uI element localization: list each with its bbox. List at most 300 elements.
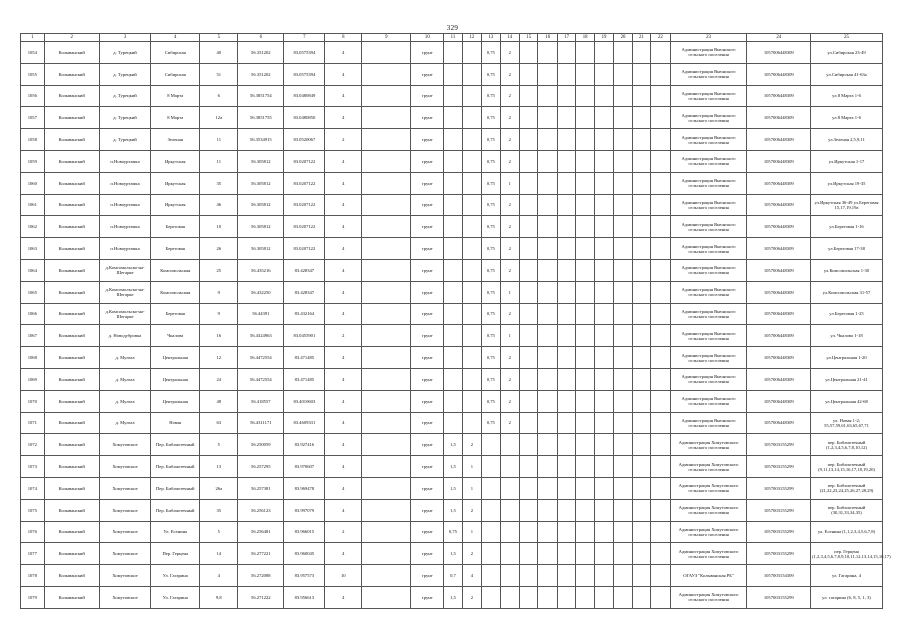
address-cell: ул. Есенина (1,1,2,3,4,5,6,7,8): [811, 521, 883, 543]
column-number: 22: [651, 34, 670, 42]
ogrn-cell: 1057006448309: [747, 107, 811, 129]
street-cell: Пер. Герцена: [151, 543, 200, 565]
latitude-cell: 56.435216: [238, 259, 284, 281]
table-row: [21, 259, 883, 281]
col13-cell: 0,75: [482, 368, 500, 390]
table-row: [21, 390, 883, 412]
column-number: 18: [576, 34, 594, 42]
empty-cell: [651, 194, 670, 216]
house-cell: 11: [200, 129, 238, 151]
longitude-cell: 83.0455901: [284, 325, 325, 347]
col13-cell: [482, 477, 500, 499]
empty-cell: [632, 521, 650, 543]
column-number: 2: [44, 34, 99, 42]
empty-cell: [520, 303, 538, 325]
longitude-cell: 83.471485: [284, 347, 325, 369]
settlement-cell: Хомутовское: [99, 521, 150, 543]
longitude-cell: 83.0207122: [284, 172, 325, 194]
owner-cell: Администрация Вьюнского сельского поселения: [670, 390, 747, 412]
col11-cell: 1,5: [444, 456, 462, 478]
district-cell: Колыванский: [44, 259, 99, 281]
col11-cell: [444, 107, 462, 129]
ogrn-cell: 1057003155299: [747, 477, 811, 499]
row-number-cell: 1060: [21, 172, 45, 194]
ogrn-cell: 1057003155299: [747, 434, 811, 456]
empty-cell: [632, 434, 650, 456]
column-number: 17: [557, 34, 575, 42]
empty-cell: [594, 368, 613, 390]
house-cell: 48: [200, 390, 238, 412]
empty-cell: [538, 150, 557, 172]
district-cell: Колыванский: [44, 390, 99, 412]
table-row: [21, 85, 883, 107]
empty-cell: [362, 150, 411, 172]
address-cell: пер. Герцена (1,2,3,4,5,6,7,8,9,10,11,12,13,14,15,16,17): [811, 543, 883, 565]
column-number: 23: [670, 34, 747, 42]
table-row: [21, 586, 883, 608]
address-cell: ул.Иркутская 1-17: [811, 150, 883, 172]
district-cell: Колыванский: [44, 303, 99, 325]
empty-cell: [594, 238, 613, 260]
empty-cell: [632, 216, 650, 238]
col12-cell: 2: [462, 499, 481, 521]
row-number-cell: 1054: [21, 42, 45, 64]
owner-cell: Администрация Хомутовского сельского поселения: [670, 456, 747, 478]
street-cell: Центральная: [151, 390, 200, 412]
col13-cell: 0,75: [482, 347, 500, 369]
street-cell: Пер. Библиотечный: [151, 499, 200, 521]
house-cell: 10: [200, 216, 238, 238]
empty-cell: [594, 259, 613, 281]
column-number: 15: [520, 34, 538, 42]
house-cell: 12а: [200, 107, 238, 129]
empty-cell: [557, 85, 575, 107]
surface-cell: грунт: [411, 303, 444, 325]
street-cell: 8 Марта: [151, 85, 200, 107]
col13-cell: 0,75: [482, 150, 500, 172]
district-cell: Колыванский: [44, 216, 99, 238]
col11-cell: 1,5: [444, 586, 462, 608]
latitude-cell: 56.256123: [238, 499, 284, 521]
col14-cell: [500, 434, 519, 456]
settlement-cell: Хомутовское: [99, 434, 150, 456]
col13-cell: 0,75: [482, 303, 500, 325]
empty-cell: [632, 107, 650, 129]
empty-cell: [651, 85, 670, 107]
ogrn-cell: 1057006448309: [747, 390, 811, 412]
street-cell: Чкалова: [151, 325, 200, 347]
column-number: 4: [151, 34, 200, 42]
width-cell: 4: [325, 238, 362, 260]
col13-cell: [482, 543, 500, 565]
empty-cell: [594, 477, 613, 499]
latitude-cell: 56.256481: [238, 521, 284, 543]
empty-cell: [362, 521, 411, 543]
col13-cell: 0,75: [482, 281, 500, 303]
col13-cell: [482, 521, 500, 543]
ogrn-cell: 1057003155299: [747, 586, 811, 608]
empty-cell: [594, 63, 613, 85]
col13-cell: 0,75: [482, 63, 500, 85]
row-number-cell: 1074: [21, 477, 45, 499]
latitude-cell: 56.305812: [238, 238, 284, 260]
column-number: 21: [632, 34, 650, 42]
empty-cell: [557, 456, 575, 478]
surface-cell: грунт: [411, 194, 444, 216]
district-cell: Колыванский: [44, 456, 99, 478]
empty-cell: [520, 477, 538, 499]
surface-cell: грунт: [411, 325, 444, 347]
empty-cell: [614, 259, 632, 281]
empty-cell: [538, 216, 557, 238]
col11-cell: [444, 42, 462, 64]
empty-cell: [362, 390, 411, 412]
empty-cell: [651, 107, 670, 129]
ogrn-cell: 1057006448309: [747, 259, 811, 281]
empty-cell: [520, 434, 538, 456]
empty-cell: [632, 477, 650, 499]
longitude-cell: 83.0480849: [284, 85, 325, 107]
empty-cell: [557, 477, 575, 499]
col12-cell: [462, 85, 481, 107]
empty-cell: [651, 281, 670, 303]
col11-cell: 0,75: [444, 521, 462, 543]
latitude-cell: 56.250059: [238, 434, 284, 456]
empty-cell: [557, 281, 575, 303]
empty-cell: [557, 194, 575, 216]
empty-cell: [632, 194, 650, 216]
col13-cell: [482, 586, 500, 608]
empty-cell: [576, 499, 594, 521]
settlement-cell: Хомутовское: [99, 477, 150, 499]
empty-cell: [632, 543, 650, 565]
district-cell: Колыванский: [44, 586, 99, 608]
col11-cell: 1,5: [444, 434, 462, 456]
empty-cell: [520, 259, 538, 281]
empty-cell: [632, 259, 650, 281]
longitude-cell: 83.970607: [284, 456, 325, 478]
row-number-cell: 1075: [21, 499, 45, 521]
latitude-cell: 56.351202: [238, 42, 284, 64]
owner-cell: Администрация Вьюнского сельского поселения: [670, 238, 747, 260]
empty-cell: [614, 543, 632, 565]
house-cell: 35: [200, 172, 238, 194]
width-cell: 2: [325, 129, 362, 151]
surface-cell: грунт: [411, 42, 444, 64]
empty-cell: [651, 368, 670, 390]
col11-cell: [444, 85, 462, 107]
address-cell: ул.Сибирская 23-49: [811, 42, 883, 64]
empty-cell: [651, 434, 670, 456]
empty-cell: [576, 434, 594, 456]
col13-cell: 0,75: [482, 259, 500, 281]
width-cell: 4: [325, 194, 362, 216]
address-cell: ул.Центральная 21-41: [811, 368, 883, 390]
empty-cell: [538, 499, 557, 521]
empty-cell: [362, 281, 411, 303]
street-cell: Иркутская: [151, 194, 200, 216]
owner-cell: Администрация Вьюнского сельского поселения: [670, 172, 747, 194]
settlement-cell: п.Новоуртамка: [99, 194, 150, 216]
district-cell: Колыванский: [44, 543, 99, 565]
latitude-cell: 56.418557: [238, 390, 284, 412]
row-number-cell: 1072: [21, 434, 45, 456]
col12-cell: [462, 238, 481, 260]
col11-cell: 0,7: [444, 565, 462, 587]
empty-cell: [520, 63, 538, 85]
table-row: [21, 521, 883, 543]
col13-cell: 0,75: [482, 42, 500, 64]
address-cell: ул.Береговая 1-16: [811, 216, 883, 238]
empty-cell: [651, 216, 670, 238]
col14-cell: 2: [500, 107, 519, 129]
page-number: 329: [446, 24, 459, 32]
empty-cell: [538, 63, 557, 85]
empty-cell: [576, 63, 594, 85]
settlement-cell: д. Мульта: [99, 347, 150, 369]
settlement-cell: п.Новоуртамка: [99, 216, 150, 238]
empty-cell: [557, 238, 575, 260]
col14-cell: 2: [500, 303, 519, 325]
ogrn-cell: 1057006448309: [747, 63, 811, 85]
col14-cell: 1: [500, 281, 519, 303]
col12-cell: [462, 107, 481, 129]
empty-cell: [520, 238, 538, 260]
empty-cell: [576, 368, 594, 390]
empty-cell: [557, 216, 575, 238]
width-cell: 4: [325, 42, 362, 64]
latitude-cell: 56.305812: [238, 172, 284, 194]
col12-cell: 1: [462, 456, 481, 478]
empty-cell: [538, 347, 557, 369]
district-cell: Колыванский: [44, 129, 99, 151]
empty-cell: [594, 325, 613, 347]
empty-cell: [614, 521, 632, 543]
col13-cell: 0,75: [482, 107, 500, 129]
empty-cell: [557, 543, 575, 565]
district-cell: Колыванский: [44, 412, 99, 434]
empty-cell: [538, 85, 557, 107]
street-cell: Иркутская: [151, 172, 200, 194]
row-number-cell: 1070: [21, 390, 45, 412]
table-row: [21, 216, 883, 238]
longitude-cell: 83.4010603: [284, 390, 325, 412]
address-cell: ул.Центральная 42-68: [811, 390, 883, 412]
empty-cell: [594, 107, 613, 129]
width-cell: 4: [325, 281, 362, 303]
empty-cell: [538, 412, 557, 434]
empty-cell: [614, 281, 632, 303]
empty-cell: [614, 63, 632, 85]
longitude-cell: 83.0575394: [284, 42, 325, 64]
col11-cell: [444, 325, 462, 347]
district-cell: Колыванский: [44, 42, 99, 64]
empty-cell: [632, 63, 650, 85]
empty-cell: [362, 172, 411, 194]
empty-cell: [594, 129, 613, 151]
empty-cell: [632, 129, 650, 151]
empty-cell: [538, 259, 557, 281]
empty-cell: [362, 63, 411, 85]
empty-cell: [538, 107, 557, 129]
empty-cell: [651, 543, 670, 565]
settlement-cell: п.Новоуртамка: [99, 172, 150, 194]
empty-cell: [362, 42, 411, 64]
street-cell: Пер. Библиотечный: [151, 456, 200, 478]
latitude-cell: 56.305812: [238, 150, 284, 172]
longitude-cell: 83.927416: [284, 434, 325, 456]
column-number-row: [21, 34, 883, 42]
empty-cell: [576, 194, 594, 216]
empty-cell: [632, 85, 650, 107]
empty-cell: [557, 172, 575, 194]
settlement-cell: д. Турецкий: [99, 63, 150, 85]
settlement-cell: п.Новоуртамка: [99, 238, 150, 260]
longitude-cell: 83.4609331: [284, 412, 325, 434]
address-cell: пер. Библиотечный (9,11,13,14,15,16,17,18,19,20): [811, 456, 883, 478]
empty-cell: [651, 347, 670, 369]
table-row: [21, 543, 883, 565]
empty-cell: [520, 325, 538, 347]
street-cell: Береговая: [151, 216, 200, 238]
ogrn-cell: 1057003155299: [747, 543, 811, 565]
empty-cell: [614, 238, 632, 260]
surface-cell: грунт: [411, 347, 444, 369]
settlement-cell: д. Мульта: [99, 390, 150, 412]
table-row: [21, 303, 883, 325]
width-cell: 10: [325, 565, 362, 587]
longitude-cell: 83.428347: [284, 281, 325, 303]
row-number-cell: 1064: [21, 259, 45, 281]
owner-cell: Администрация Вьюнского сельского поселения: [670, 85, 747, 107]
empty-cell: [576, 129, 594, 151]
empty-cell: [576, 586, 594, 608]
empty-cell: [520, 368, 538, 390]
empty-cell: [614, 303, 632, 325]
house-cell: 6: [200, 85, 238, 107]
col12-cell: [462, 325, 481, 347]
table-row: [21, 281, 883, 303]
row-number-cell: 1068: [21, 347, 45, 369]
settlement-cell: д. Турецкий: [99, 129, 150, 151]
district-cell: Колыванский: [44, 85, 99, 107]
settlement-cell: д. Новодубровка: [99, 325, 150, 347]
empty-cell: [362, 543, 411, 565]
col14-cell: 1: [500, 172, 519, 194]
col12-cell: [462, 42, 481, 64]
district-cell: Колыванский: [44, 63, 99, 85]
house-cell: 9,8: [200, 586, 238, 608]
settlement-cell: Хомутовское: [99, 565, 150, 587]
empty-cell: [594, 172, 613, 194]
house-cell: 14: [200, 543, 238, 565]
settlement-cell: д.Комсомольско-на-Шегарке: [99, 281, 150, 303]
col13-cell: [482, 565, 500, 587]
latitude-cell: 56.4324963: [238, 325, 284, 347]
empty-cell: [614, 565, 632, 587]
empty-cell: [520, 456, 538, 478]
empty-cell: [651, 499, 670, 521]
empty-cell: [594, 42, 613, 64]
col13-cell: [482, 456, 500, 478]
empty-cell: [362, 216, 411, 238]
district-cell: Колыванский: [44, 281, 99, 303]
surface-cell: грунт: [411, 565, 444, 587]
house-cell: 16: [200, 325, 238, 347]
empty-cell: [520, 565, 538, 587]
empty-cell: [557, 150, 575, 172]
settlement-cell: д.Комсомольско-на-Шегарке: [99, 303, 150, 325]
empty-cell: [632, 565, 650, 587]
empty-cell: [538, 238, 557, 260]
empty-cell: [520, 499, 538, 521]
empty-cell: [576, 216, 594, 238]
empty-cell: [576, 238, 594, 260]
table-row: [21, 238, 883, 260]
col12-cell: [462, 63, 481, 85]
owner-cell: Администрация Вьюнского сельского поселения: [670, 325, 747, 347]
street-cell: Сибирская: [151, 63, 200, 85]
col11-cell: [444, 412, 462, 434]
col11-cell: [444, 347, 462, 369]
house-cell: 9: [200, 303, 238, 325]
surface-cell: грунт: [411, 586, 444, 608]
empty-cell: [362, 303, 411, 325]
ogrn-cell: 1057003154309: [747, 565, 811, 587]
district-cell: Колыванский: [44, 434, 99, 456]
empty-cell: [557, 107, 575, 129]
column-number: 10: [411, 34, 444, 42]
empty-cell: [594, 216, 613, 238]
empty-cell: [632, 281, 650, 303]
column-number: 13: [482, 34, 500, 42]
house-cell: 63: [200, 412, 238, 434]
owner-cell: Администрация Вьюнского сельского поселения: [670, 150, 747, 172]
width-cell: 4: [325, 412, 362, 434]
col12-cell: [462, 259, 481, 281]
empty-cell: [362, 586, 411, 608]
row-number-cell: 1059: [21, 150, 45, 172]
ogrn-cell: 1057006448309: [747, 150, 811, 172]
address-cell: ул. Чкалова 1-18: [811, 325, 883, 347]
house-cell: 26а: [200, 477, 238, 499]
empty-cell: [557, 303, 575, 325]
col11-cell: 1,5: [444, 543, 462, 565]
col11-cell: [444, 281, 462, 303]
surface-cell: грунт: [411, 150, 444, 172]
district-cell: Колыванский: [44, 194, 99, 216]
surface-cell: грунт: [411, 368, 444, 390]
owner-cell: Администрация Вьюнского сельского поселения: [670, 63, 747, 85]
settlement-cell: д. Турецкий: [99, 85, 150, 107]
district-cell: Колыванский: [44, 238, 99, 260]
surface-cell: грунт: [411, 259, 444, 281]
surface-cell: грунт: [411, 390, 444, 412]
latitude-cell: 56.4472554: [238, 368, 284, 390]
latitude-cell: 56.351202: [238, 63, 284, 85]
owner-cell: Администрация Хомутовского сельского поселения: [670, 521, 747, 543]
table-row: [21, 347, 883, 369]
empty-cell: [614, 150, 632, 172]
empty-cell: [632, 150, 650, 172]
empty-cell: [614, 368, 632, 390]
ogrn-cell: 1057006448309: [747, 368, 811, 390]
empty-cell: [362, 129, 411, 151]
empty-cell: [632, 347, 650, 369]
district-cell: Колыванский: [44, 565, 99, 587]
empty-cell: [520, 172, 538, 194]
empty-cell: [632, 238, 650, 260]
